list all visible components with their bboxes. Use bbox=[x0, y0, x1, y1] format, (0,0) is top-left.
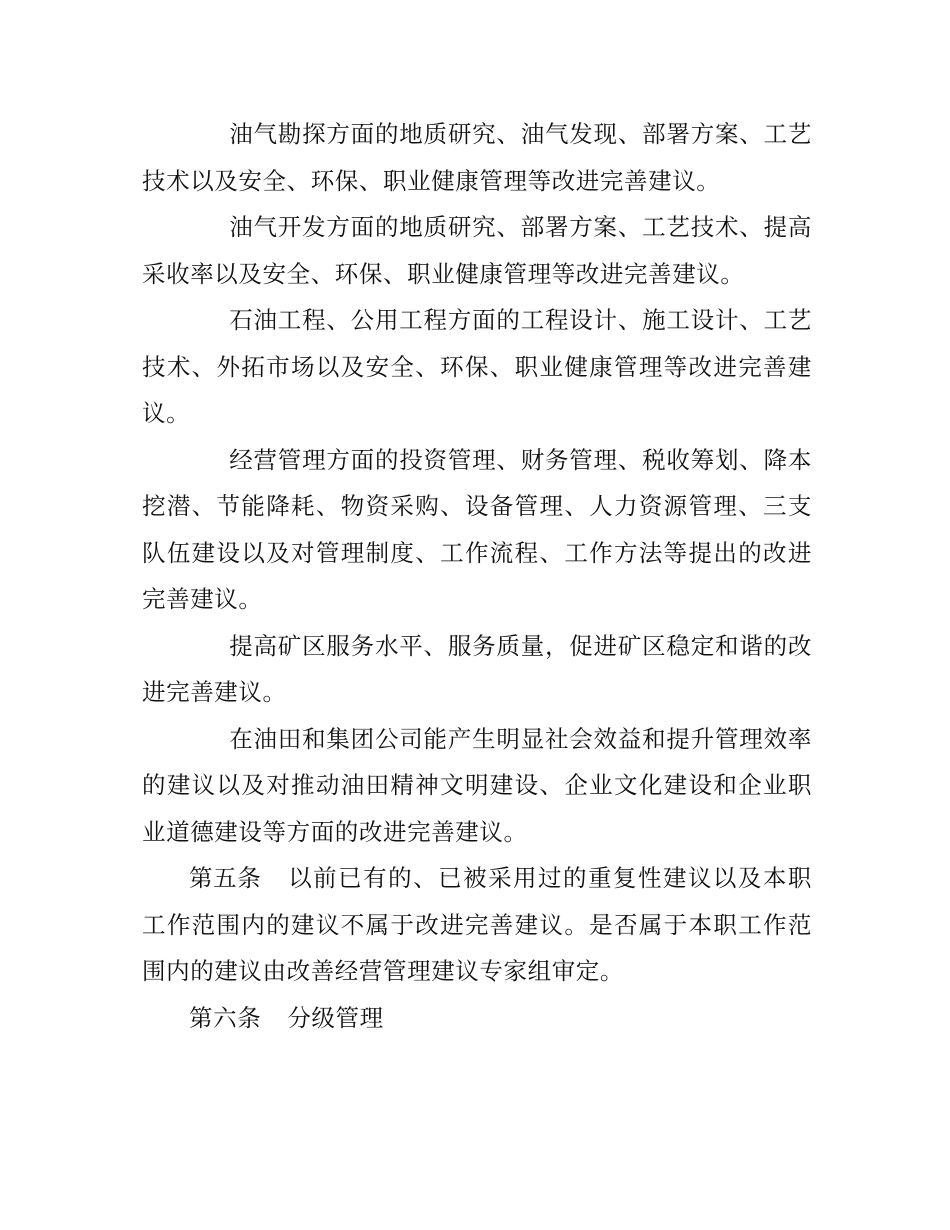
document-body bbox=[142, 111, 812, 1041]
bullet-item bbox=[142, 111, 812, 204]
bullet-item-text: 提高矿区服务水平、服务质量，促进矿区稳定和谐的改进完善建议。 bbox=[142, 631, 812, 706]
bullet-item bbox=[142, 297, 812, 437]
bullet-item bbox=[142, 716, 812, 856]
bullet-item-text: 油气勘探方面的地质研究、油气发现、部署方案、工艺技术以及安全、环保、职业健康管理等改进完善建议。 bbox=[142, 120, 812, 195]
article-five-heading: 第五条 bbox=[189, 864, 262, 892]
bullet-item bbox=[142, 623, 812, 716]
article-six-text: 分级管理 bbox=[287, 1003, 384, 1032]
article-five-text: 以前已有的、已被采用过的重复性建议以及本职工作范围内的建议不属于改进完善建议。是否属于本职工作范围内的建议由改善经营管理建议专家组审定。 bbox=[142, 864, 812, 985]
bullet-item-text: 石油工程、公用工程方面的工程设计、施工设计、工艺技术、外拓市场以及安全、环保、职业健康管理等改进完善建议。 bbox=[142, 306, 812, 427]
bullet-item-text: 在油田和集团公司能产生明显社会效益和提升管理效率的建议以及对推动油田精神文明建设、企业文化建设和企业职业道德建设等方面的改进完善建议。 bbox=[142, 724, 812, 846]
article-six bbox=[142, 995, 812, 1042]
bullet-item bbox=[142, 437, 812, 623]
bullet-item bbox=[142, 204, 812, 297]
article-five bbox=[142, 855, 812, 995]
article-six-heading: 第六条 bbox=[189, 1003, 262, 1032]
bullet-item-text: 油气开发方面的地质研究、部署方案、工艺技术、提高采收率以及安全、环保、职业健康管理等改进完善建议。 bbox=[142, 213, 812, 288]
bullet-item-text: 经营管理方面的投资管理、财务管理、税收筹划、降本挖潜、节能降耗、物资采购、设备管理、人力资源管理、三支队伍建设以及对管理制度、工作流程、工作方法等提出的改进完善建议。 bbox=[142, 445, 812, 613]
